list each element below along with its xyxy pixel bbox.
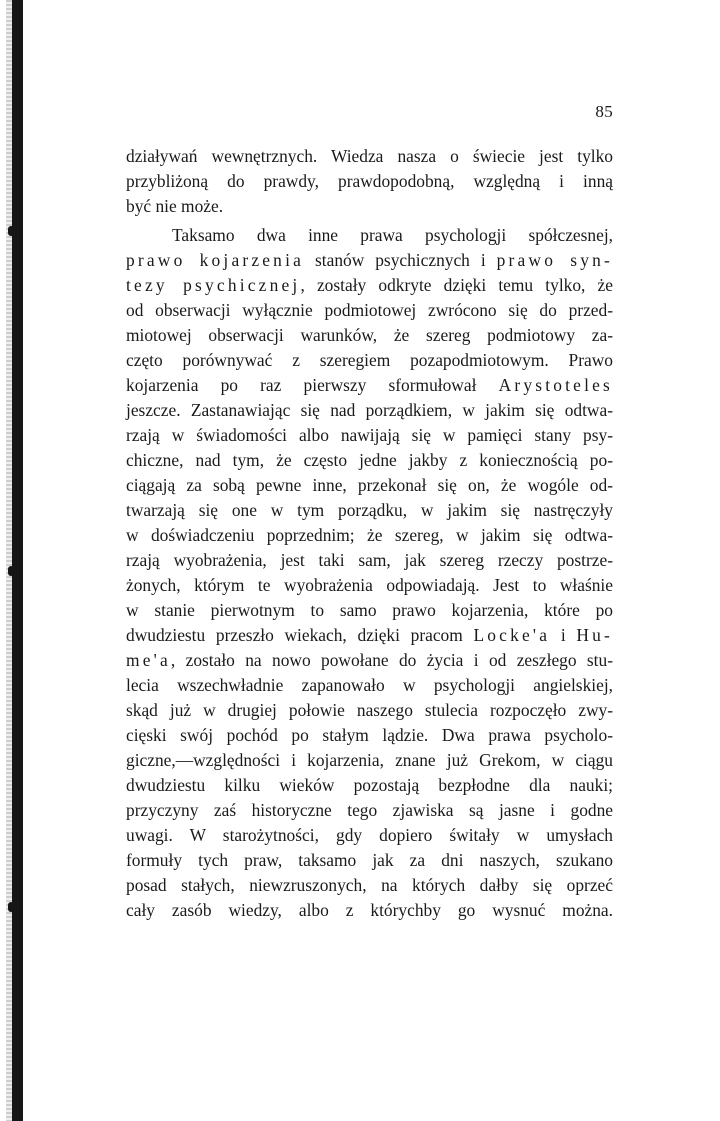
text-line: żonych, którym te wyobrażenia odpowiadają. Jest to właśnie <box>126 575 613 595</box>
emphasized-name: me'a <box>126 650 171 670</box>
edge-mark <box>8 902 14 912</box>
text-line: przyczyny zaś historyczne tego zjawiska są jasne i godne <box>126 800 613 820</box>
emphasized-name: Hu- <box>576 625 614 645</box>
text-line: cały zasób wiedzy, albo z którychby go wysnuć można. <box>126 900 613 920</box>
text-line: dwudziestu przeszło wiekach, dzięki pracom Locke'a i Hu- <box>126 625 614 645</box>
text-line: twarzają się one w tym porządku, w jakim się nastręczyły <box>126 500 613 520</box>
text-line: tezy psychicznej, zostały odkryte dzięki temu tylko, że <box>126 275 613 295</box>
text-line: przybliżoną do prawdy, prawdopodobną, względną i inną <box>126 171 613 191</box>
text-line: uwagi. W starożytności, gdy dopiero świtały w umysłach <box>126 825 613 845</box>
page-number: 85 <box>595 102 613 121</box>
emphasized-term: prawo syn- <box>496 250 613 270</box>
text-line: cięski swój pochód po stałym lądzie. Dwa prawa psycholo- <box>126 725 613 745</box>
emphasized-name: Locke'a <box>473 625 551 645</box>
text-line: giczne,—względności i kojarzenia, znane już Grekom, w ciągu <box>126 750 613 770</box>
text-line: posad stałych, niewzruszonych, na których dałby się oprzeć <box>126 875 613 895</box>
edge-mark <box>8 226 14 236</box>
text-line: kojarzenia po raz pierwszy sformułował Arystoteles <box>126 375 613 395</box>
text-line: prawo kojarzenia stanów psychicznych i prawo syn- <box>126 250 613 270</box>
text-line: jeszcze. Zastanawiając się nad porządkiem, w jakim się odtwa- <box>126 400 613 420</box>
paragraph-start-line: Taksamo dwa inne prawa psychologji spółczesnej, <box>172 225 613 245</box>
edge-mark <box>8 566 14 576</box>
text-line: chiczne, nad tym, że często jedne jakby z koniecznością po- <box>126 450 613 470</box>
emphasized-term: prawo kojarzenia <box>126 250 305 270</box>
text-line: działywań wewnętrznych. Wiedza nasza o świecie jest tylko <box>126 146 613 166</box>
body-text <box>126 144 613 923</box>
text-line: być nie może. <box>126 196 224 216</box>
text-line: ciągają za sobą pewne inne, przekonał się on, że wogóle od- <box>126 475 613 495</box>
text-line: lecia wszechwładnie zapanowało w psychologji angielskiej, <box>126 675 613 695</box>
text-line: od obserwacji wyłącznie podmiotowej zwrócono się do przed- <box>126 300 613 320</box>
text-line: rzają w świadomości albo nawijają się w pamięci stany psy- <box>126 425 613 445</box>
text-line: dwudziestu kilku wieków pozostają bezpłodne dla nauki; <box>126 775 613 795</box>
text-line: skąd już w drugiej połowie naszego stulecia rozpoczęło zwy- <box>126 700 613 720</box>
text-line: rzają wyobrażenia, jest taki sam, jak szereg rzeczy postrze- <box>126 550 613 570</box>
text-line: w stanie pierwotnym to samo prawo kojarzenia, które po <box>126 600 613 620</box>
emphasized-name: Arystoteles <box>498 375 613 395</box>
text-line: w doświadczeniu poprzednim; że szereg, w jakim się odtwa- <box>126 525 613 545</box>
text-line: me'a, zostało na nowo powołane do życia i od zeszłego stu- <box>126 650 613 670</box>
book-spine-edge <box>12 0 23 1121</box>
emphasized-term: tezy psychicznej <box>126 275 301 295</box>
text-line: formuły tych praw, taksamo jak za dni naszych, szukano <box>126 850 613 870</box>
text-line: częto porównywać z szeregiem pozapodmiotowym. Prawo <box>126 350 613 370</box>
text-line: miotowej obserwacji warunków, że szereg podmiotowy za- <box>126 325 613 345</box>
